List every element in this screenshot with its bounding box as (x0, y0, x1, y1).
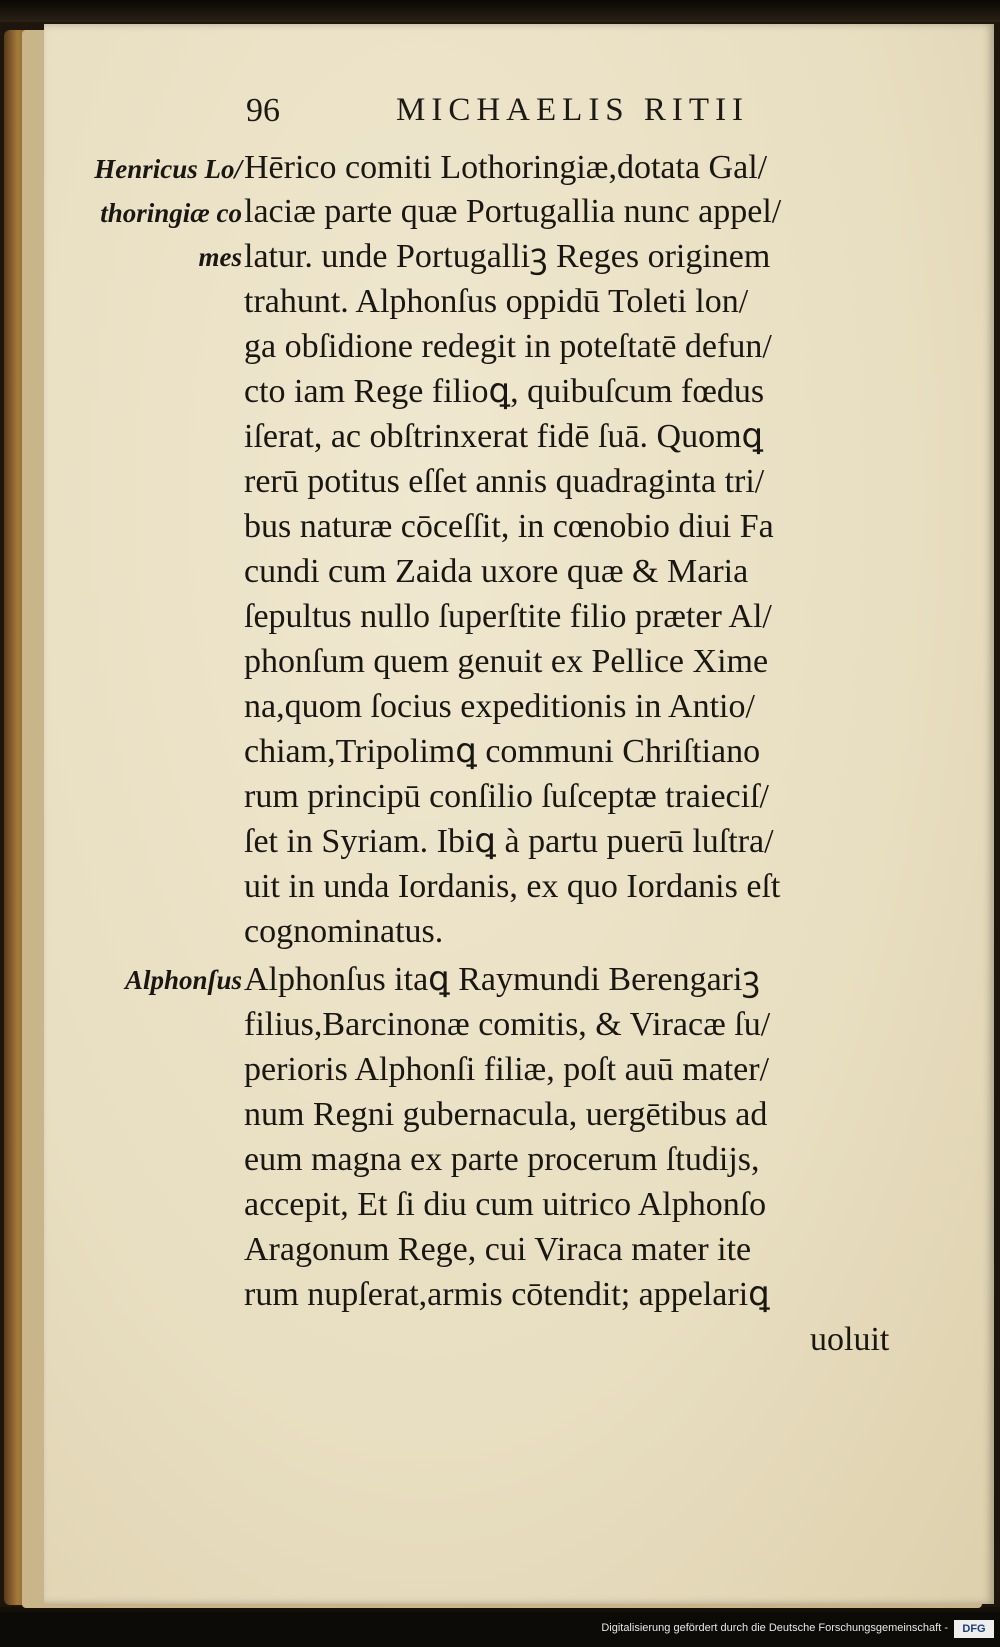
margin-note-henricus-3: mes (198, 242, 242, 272)
dfg-logo: DFG (954, 1620, 994, 1638)
text-line-14: chiam,Tripolimꝗ communi Chriſtiano (244, 733, 761, 770)
text-line-11: ſepultus nullo ſuperſtite filio præter Al/ (244, 598, 772, 635)
catchword: uoluit (810, 1321, 890, 1358)
page-header (246, 92, 806, 132)
text-line-13: na,quom ſocius expeditionis in Antio/ (244, 688, 755, 725)
text-line-20: filius,Barcinonæ comitis, & Viracæ ſu/ (244, 1006, 771, 1043)
text-line-8: rerū potitus eſſet annis quadraginta tri/ (244, 463, 765, 500)
text-line-7: iſerat, ac obſtrinxerat fidē ſuā. Quomꝗ (244, 418, 764, 455)
text-line-12: phonſum quem genuit ex Pellice Xime (244, 643, 769, 680)
text-line-10: cundi cum Zaida uxore quæ & Maria (244, 553, 749, 590)
digitization-footer (0, 1612, 1000, 1647)
margin-note-henricus-2: thoringiæ co (100, 198, 242, 228)
text-line-19: Alphonſus itaꝗ Raymundi Berengariꝫ (244, 961, 760, 998)
text-line-15: rum principū conſilio ſuſceptæ traieciſ/ (244, 778, 769, 815)
text-line-1: Hērico comiti Lothoringiæ,dotata Gal/ (244, 149, 768, 186)
text-line-23: eum magna ex parte procerum ſtudijs, (244, 1141, 760, 1178)
text-line-18: cognominatus. (244, 913, 444, 950)
text-line-16: ſet in Syriam. Ibiꝗ à partu puerū luſtra/ (244, 823, 774, 860)
text-line-26: rum nupſerat,armis cōtendit; appelariꝗ (244, 1276, 770, 1313)
text-line-24: accepit, Et ſi diu cum uitrico Alphonſo (244, 1186, 767, 1223)
margin-note-alphonsus: Alphonſus (124, 965, 242, 995)
folio-number: 96 (246, 92, 280, 129)
text-line-4: trahunt. Alphonſus oppidū Toleti lon/ (244, 283, 749, 320)
text-line-6: cto iam Rege filioꝗ, quibuſcum fœdus (244, 373, 765, 410)
text-line-2: laciæ parte quæ Portugallia nunc appel/ (244, 193, 782, 230)
running-title: MICHAELIS RITII (396, 92, 750, 128)
text-line-9: bus naturæ cōceſſit, in cœnobio diui Fa (244, 508, 774, 545)
funding-credit: Digitalisierung gefördert durch die Deutsche Forschungsgemeinschaft - (601, 1622, 948, 1634)
margin-note-henricus-1: Henricus Lo/ (94, 154, 242, 184)
text-line-22: num Regni gubernacula, uergētibus ad (244, 1096, 768, 1133)
text-line-21: perioris Alphonſi filiæ, poſt auū mater/ (244, 1051, 770, 1088)
text-line-17: uit in unda Iordanis, ex quo Iordanis eſt (244, 868, 781, 905)
text-line-5: ga obſidione redegit in poteſtatē defun/ (244, 328, 772, 365)
scan-top-edge (0, 0, 1000, 22)
text-line-3: latur. unde Portugalliꝫ Reges originem (244, 238, 771, 275)
text-line-25: Aragonum Rege, cui Viraca mater ite (244, 1231, 752, 1268)
